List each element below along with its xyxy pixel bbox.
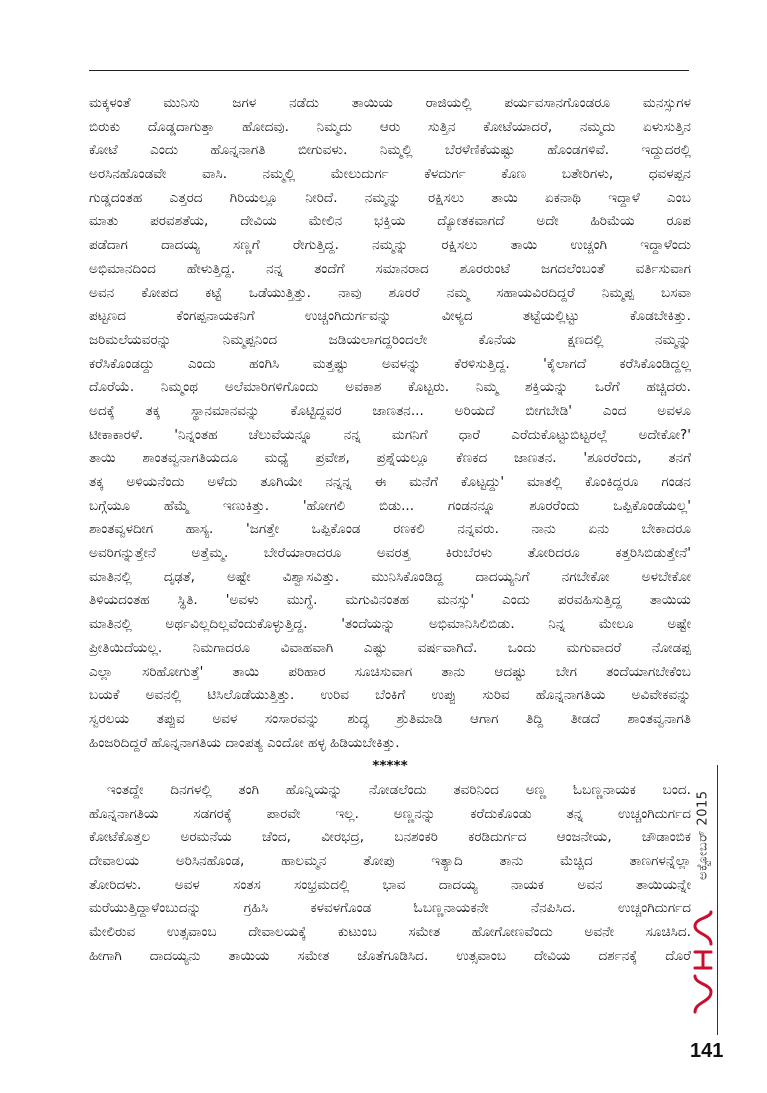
text-line: ಕರೆಸಿಕೊಂಡದ್ದು ಎಂದು ಹಂಗಿಸಿ ಮತ್ತಷ್ಟು ಅವಳನ್ನು ಕೆರಳಿಸುತ್ತಿದ್ದ. 'ಕೈಲಾಗದೆ ಕರೆಸಿಕೊಂಡಿದ್ದಲ್ಲ (89, 355, 691, 372)
text-line: ಗುಡ್ಡದಂತಹ ಎತ್ತರದ ಗಿರಿಯಲ್ಲೂ ನೀರಿದೆ. ನಮ್ಮನ್ನು ರಕ್ಷಿಸಲು ತಾಯಿ ಏಕನಾಥಿ ಇದ್ದಾಳೆ ಎಂಬ (89, 189, 691, 206)
text-line: ಮಾತಿನಲ್ಲಿ ಅರ್ಥವಿಲ್ಲದಿಲ್ಲವೆಂದುಕೊಳ್ಳುತ್ತಿದ್ದ. 'ತಂದೆಯನ್ನು ಅಭಿಮಾನಿಸಿಲಿಬಿಡು. ನಿನ್ನ ಮೇಲೂ ಅಷ್ಟೇ (89, 616, 691, 633)
issue-date: ಅಕ್ಟೋಬರ್ 2015 (695, 790, 711, 880)
text-line: ಹಿಂಜರಿದಿದ್ದರೆ ಹೊನ್ನನಾಗತಿಯ ದಾಂಪತ್ಯ ಎಂದೋ ಹಳ್ಳ ಹಿಡಿಯಬೇಕಿತ್ತು. (89, 734, 400, 751)
text-line: ದೇವಾಲಯ ಅರಿಸಿನಹೊಂಡ, ಹಾಲಮ್ಮನ ತೋಪು ಇತ್ಯಾದಿ ತಾನು ಮೆಚ್ಚಿದ ತಾಣಗಳನ್ನೆಲ್ಲಾ (89, 853, 691, 869)
text-line: ಪಡೆದಾಗ ದಾದಯ್ಯ ಸಣ್ಣಗೆ ರೇಗುತ್ತಿದ್ದ. ನಮ್ಮನ್ನು ರಕ್ಷಿಸಲು ತಾಯಿ ಉಚ್ಚಂಗಿ ಇದ್ದಾಳೆಂದು (89, 237, 691, 254)
text-line: ಹೀಗಾಗಿ ದಾದಯ್ಯನು ತಾಯಿಯ ಸಮೇತ ಜೊತೆಗೂಡಿಸಿದ. ಉತ್ಸವಾಂಬ ದೇವಿಯ ದರ್ಶನಕ್ಕೆ ದೊರೆ (89, 947, 691, 964)
text-line: ಬಯಕೆ ಅವನಲ್ಲಿ ಟಿಸಿಲೊಡೆಯುತ್ತಿತ್ತು. ಉರಿವ ಬೆಂಕಿಗೆ ಉಪ್ಪು ಸುರಿವ ಹೊನ್ನನಾಗತಿಯ ಅವಿವೇಕವನ್ನು (89, 687, 691, 704)
article-body (89, 92, 691, 968)
text-line: ಜರಿಮಲೆಯವರನ್ನು ನಿಮ್ಮಪ್ಪನಿಂದ ಜಡಿಯಲಾಗದ್ದರಿಂದಲೇ ಕೊನೆಯ ಕ್ಷಣದಲ್ಲಿ ನಮ್ಮನ್ನು (89, 331, 691, 348)
text-line: ಮಕ್ಕಳಂತೆ ಮುನಿಸು ಜಗಳ ನಡೆದು ತಾಯಿಯ ರಾಜಿಯಲ್ಲಿ ಪರ್ಯವಸಾನಗೊಂಡರೂ ಮನಸ್ಸುಗಳ (89, 95, 691, 111)
text-line: ಟೀಕಾಕಾರಳೆ. 'ನಿನ್ನಂತಹ ಚೆಲುವೆಯನ್ನೂ ನನ್ನ ಮಗನಿಗೆ ಧಾರೆ ಎರೆದುಕೊಟ್ಟುಬಿಟ್ಟರಲ್ಲೆ ಅದೇಕೋ?' (89, 426, 691, 443)
text-line: ಹೊನ್ನನಾಗತಿಯ ಸಡಗರಕ್ಕೆ ಪಾರವೇ ಇಲ್ಲ. ಅಣ್ಣನನ್ನು ಕರೆದುಕೊಂಡು ತನ್ನ ಉಚ್ಚಂಗಿದುರ್ಗದ (89, 805, 691, 822)
text-line: ಬಗ್ಗೆಯೂ ಹೆಮ್ಮೆ ಇಣುಕಿತ್ತು. 'ಹೋಗಲಿ ಬಿಡು... ಗಂಡನನ್ನೂ ಶೂರರೆಂದು ಒಪ್ಪಿಕೊಂಡೆಯಲ್ಲ' (89, 497, 691, 514)
text-line: ಅರಸಿನಹೊಂಡವೇ ವಾಸಿ. ನಮ್ಮಲ್ಲಿ ಮೇಲುದುರ್ಗ ಕೆಳದುರ್ಗ ಕೊಣ ಬತೇರಿಗಳು, ಧವಳಪ್ಪನ (89, 166, 691, 183)
text-line: ಅದಕ್ಕೆ ತಕ್ಕ ಸ್ಥಾನಮಾನವನ್ನು ಕೊಟ್ಟಿದ್ದವರ ಜಾಣತನ... ಅರಿಯದೆ ಬೀಗಬೇಡಿ' ಎಂದ ಅವಳೂ (89, 402, 691, 419)
magazine-logo (690, 908, 716, 1018)
text-line: ತಿಳಿಯದಂತಹ ಸ್ಥಿತಿ. 'ಅವಳು ಮುಗ್ಧೆ. ಮಗುವಿನಂತಹ ಮನಸ್ಸು' ಎಂದು ಪರವಹಿಸುತ್ತಿದ್ದ ತಾಯಿಯ (89, 592, 691, 609)
text-line: ತೋರಿದಳು. ಅವಳ ಸಂತಸ ಸಂಭ್ರಮದಲ್ಲಿ ಭಾವ ದಾದಯ್ಯ ನಾಯಕ ಅವನ ತಾಯಿಯನ್ನೇ (89, 876, 691, 893)
text-line: ತಕ್ಕ ಅಳಿಯನೆಂದು ಅಳೆದು ತೂಗಿಯೇ ನನ್ನನ್ನ ಈ ಮನೆಗೆ ಕೊಟ್ಟದ್ದು' ಮಾತಲ್ಲಿ ಕೊಂಕಿದ್ದರೂ ಗಂಡನ (89, 474, 691, 490)
text-line: ಪ್ರೀತಿಯಿದೆಯಲ್ಲ. ನಿಮಗಾದರೂ ವಿವಾಹವಾಗಿ ಎಷ್ಟು ವರ್ಷವಾಗಿದೆ. ಒಂದು ಮಗುವಾದರೆ ನೋಡಪ್ಪ (89, 639, 691, 656)
text-line: ಬಿರುಕು ದೊಡ್ಡದಾಗುತ್ತಾ ಹೋದವು. ನಿಮ್ಮದು ಆರು ಸುತ್ತಿನ ಕೋಟೆಯಾದರೆ, ನಮ್ಮದು ಏಳುಸುತ್ತಿನ (89, 118, 691, 135)
text-line: ಅಭಿಮಾನದಿಂದ ಹೇಳುತ್ತಿದ್ದ. ನನ್ನ ತಂದೆಗೆ ಸಮಾನರಾದ ಶೂರರುಂಟೆ ಜಗದಲೆಂಬಂತೆ ವರ್ತಿಸುವಾಗ (89, 260, 691, 277)
text-line: ಮೇಲಿರುವ ಉತ್ಸವಾಂಬ ದೇವಾಲಯಕ್ಕೆ ಕುಟುಂಬ ಸಮೇತ ಹೋಗೋಣವೆಂದು ಅವನೇ ಸೂಚಿಸಿದ. (89, 924, 691, 941)
text-line: ಪಟ್ಟಣದ ಕೆಂಗಪ್ಪನಾಯಕನಿಗೆ ಉಚ್ಚಂಗಿದುರ್ಗವನ್ನು ವೀಳ್ಯದ ತಟ್ಟೆಯಲ್ಲಿಟ್ಟು ಕೊಡಬೇಕಿತ್ತು. (89, 308, 691, 325)
text-line: ತಾಯಿ ಶಾಂತವ್ವನಾಗತಿಯದೂ ಮಧ್ಯೆ ಪ್ರವೇಶ, ಪ್ರಶ್ನೆಯಲ್ಲೂ ಕೆಣಕದ ಜಾಣತನ. 'ಶೂರರೆಂದು, ತನಗೆ (89, 450, 691, 467)
paragraph (89, 779, 691, 969)
text-line: ಎಲ್ಲಾ ಸರಿಹೋಗುತ್ತೆ' ತಾಯಿ ಪರಿಹಾರ ಸೂಚಿಸುವಾಗ ತಾನು ಆದಷ್ಟು ಬೇಗ ತಂದೆಯಾಗಬೇಕೆಂಬ (89, 663, 691, 680)
text-line: ಶಾಂತವ್ವಳದೀಗ ಹಾಸ್ಯ. 'ಜಗತ್ತೇ ಒಪ್ಪಿಕೊಂಡ ರಣಕಲಿ ನನ್ನವರು. ನಾನು ಏನು ಬೇಕಾದರೂ (89, 521, 691, 538)
text-line: ಮಾತಿನಲ್ಲಿ ದೃಢತೆ, ಅಷ್ಟೇ ವಿಶ್ವಾಸವಿತ್ತು. ಮುನಿಸಿಕೊಂಡಿದ್ದ ದಾದಯ್ಯನಿಗೆ ನಗಬೇಕೋ ಅಳಬೇಕೋ (89, 568, 691, 585)
paragraph (89, 92, 691, 755)
masthead-rule (717, 765, 718, 1035)
text-line: ಕೋಟೆಕೊತ್ತಲ ಅರಮನೆಯ ಚೆಂದ, ವೀರಭದ್ರ, ಬನಶಂಕರಿ ಕರಡಿದುರ್ಗದ ಆಂಜನೇಯ, ಚೌಡಾಂಬಿಕ (89, 829, 691, 846)
magazine-masthead (690, 770, 716, 1022)
text-line: ಮಾತು ಪರವಶತೆಯ, ದೇವಿಯ ಮೇಲಿನ ಭಕ್ತಿಯ ದ್ಯೋತಕವಾಗದೆ ಅದೇ ಹಿರಿಮೆಯ ರೂಪ (89, 213, 691, 230)
text-line: ಅವನ ಕೋಪದ ಕಟ್ಟೆ ಒಡೆಯುತ್ತಿತ್ತು. ನಾವು ಶೂರರೆ ನಮ್ಮ ಸಹಾಯವಿರದಿದ್ದರೆ ನಿಮ್ಮಪ್ಪ ಬಸವಾ (89, 284, 691, 301)
text-line: ಕೋಟೆ ಎಂದು ಹೊನ್ನನಾಗತಿ ಬೀಗುವಳು. ನಿಮ್ಮಲ್ಲಿ ಬೆರಳೆಣಿಕೆಯಷ್ಟು ಹೊಂಡಗಳಿವೆ. ಇದ್ದುದರಲ್ಲಿ (89, 142, 691, 159)
text-line: ದೊರೆಯೆ. ನಿಮ್ಮಂಥ ಅಲೆಮಾರಿಗಳಿಗೊಂದು ಅವಕಾಶ ಕೊಟ್ಟರು. ನಿಮ್ಮ ಶಕ್ತಿಯನ್ನು ಒರೆಗೆ ಹಚ್ಚಿದರು. (89, 379, 691, 396)
text-line: ಇಂತದ್ದೇ ದಿನಗಳಲ್ಲಿ ತಂಗಿ ಹೊನ್ನಿಯನ್ನು ನೋಡಲೆಂದು ತವರಿನಿಂದ ಅಣ್ಣ ಓಬಣ್ಣನಾಯಕ ಬಂದ. (107, 781, 691, 798)
section-break (89, 755, 691, 779)
header-rule (89, 70, 689, 71)
text-line: ಸ್ವರಲಯ ತಪ್ಪುವ ಅವಳ ಸಂಸಾರವನ್ನು ಶುದ್ಧ ಶ್ರುತಿಮಾಡಿ ಆಗಾಗ ತಿದ್ದಿ ತೀಡದೆ ಶಾಂತವ್ವನಾಗತಿ (89, 710, 691, 727)
section-break-stars: ***** (372, 758, 408, 775)
page-number: 141 (690, 1040, 724, 1062)
text-line: ಅವರಿಗನ್ನುತ್ತೇನೆ ಅತ್ತೆಮ್ಮ. ಬೇರೆಯಾರಾದರೂ ಅವರತ್ತ ಕಿರುಬೆರಳು ತೋರಿದರೂ ಕತ್ತರಿಸಿಬಿಡುತ್ತೇನೆ' (89, 545, 691, 562)
text-line: ಮರೆಯುತ್ತಿದ್ದಾಳೆಂಬುದನ್ನು ಗ್ರಹಿಸಿ ಕಳವಳಗೊಂಡ ಓಬಣ್ಣನಾಯಕನೇ ನೆನಪಿಸಿದ. ಉಚ್ಚಂಗಿದುರ್ಗದ (89, 900, 691, 917)
